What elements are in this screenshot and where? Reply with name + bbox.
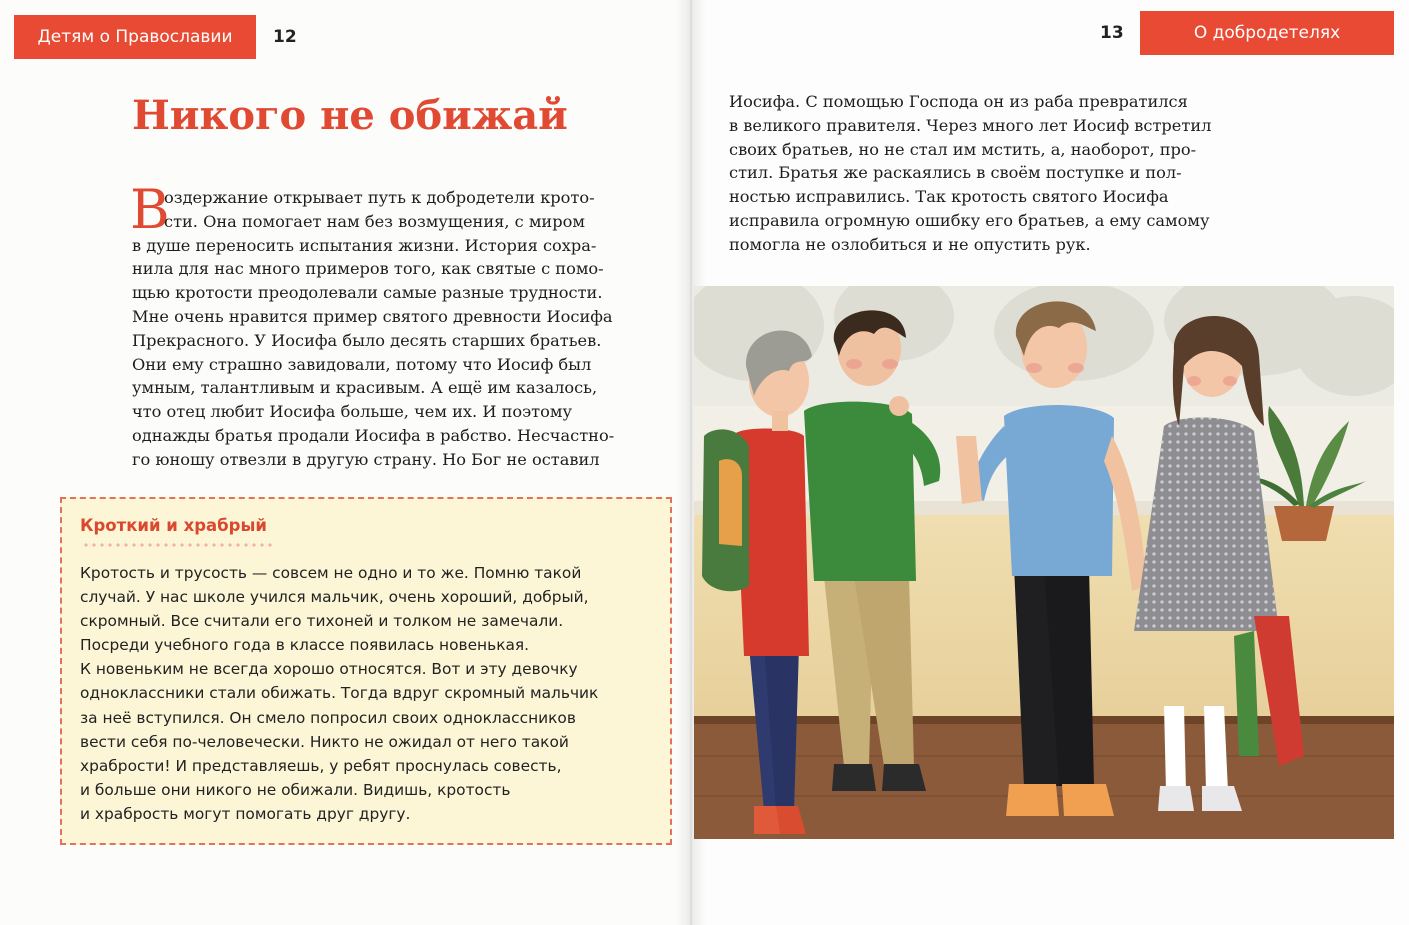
text-line: нила для нас много примеров того, как святые с помо- <box>132 259 604 279</box>
text-line: Мне очень нравится пример святого древности Иосифа <box>132 306 613 326</box>
drop-cap: В <box>130 178 170 241</box>
text-line: Кротость и трусость — совсем не одно и то же. Помню такой <box>80 564 582 582</box>
sidebar-box-divider <box>82 543 274 547</box>
text-line: храбрости! И представляешь, у ребят проснулась совесть, <box>80 756 562 775</box>
right-page-number: 13 <box>1100 23 1124 43</box>
text-line: и больше они никого не обижали. Видишь, кротость <box>80 780 511 799</box>
page-title: Никого не обижай <box>132 92 568 139</box>
text-line: го юношу отвезли в другую страну. Но Бог не оставил <box>132 449 600 469</box>
sidebar-box-text <box>80 561 598 826</box>
text-line: исправила огромную ошибку его братьев, а ему самому <box>729 210 1210 230</box>
text-line: помогла не озлобиться и не опустить рук. <box>729 234 1091 254</box>
children-illustration <box>694 286 1394 839</box>
text-line: в великого правителя. Через много лет Иосиф встретил <box>729 115 1212 135</box>
text-line: стил. Братья же раскаялись в своём поступке и пол- <box>729 163 1182 183</box>
text-line: Иосифа. С помощью Господа он из раба превратился <box>729 92 1188 111</box>
left-page-header: Детям о Православии <box>14 15 256 59</box>
right-page-header: О добродетелях <box>1140 11 1394 55</box>
text-line: щью кротости преодолевали самые разные трудности. <box>132 283 603 303</box>
text-line: одноклассники стали обижать. Тогда вдруг скромный мальчик <box>80 684 599 703</box>
text-line: однажды братья продали Иосифа в рабство. Несчастно- <box>132 425 615 445</box>
text-line: случай. У нас школе учился мальчик, очень хороший, добрый, <box>80 588 589 607</box>
text-line: своих братьев, но не стал им мстить, а, наоборот, про- <box>729 139 1197 159</box>
text-line: скромный. Все считали его тихоней и толком не замечали. <box>80 612 564 631</box>
text-line: умным, талантливым и красивым. А ещё им казалось, <box>132 378 598 398</box>
text-line: за неё вступился. Он смело попросил своих одноклассников <box>80 708 576 727</box>
text-line: в душе переносить испытания жизни. История сохра- <box>132 235 597 255</box>
text-line: Они ему страшно завидовали, потому что Иосиф был <box>132 354 592 374</box>
text-line: что отец любит Иосифа больше, чем их. И поэтому <box>132 402 572 422</box>
text-line: вести себя по-человечески. Никто не ожидал от него такой <box>80 732 569 751</box>
text-line: Прекрасного. У Иосифа было десять старших братьев. <box>132 330 602 350</box>
text-line: Посреди учебного года в классе появилась новенькая. <box>80 636 530 655</box>
text-line: К новеньким не всегда хорошо относятся. Вот и эту девочку <box>80 660 578 679</box>
text-line: и храбрость могут помогать друг другу. <box>80 804 411 823</box>
sidebar-box-title: Кроткий и храбрый <box>80 516 267 535</box>
text-line: оздержание открывает путь к добродетели крото- <box>164 188 595 207</box>
left-body-text <box>130 178 615 472</box>
text-line: ностью исправились. Так кротость святого Иосифа <box>729 187 1169 207</box>
text-line: сти. Она помогает нам без возмущения, с миром <box>164 211 585 231</box>
sidebar-box <box>60 497 672 845</box>
left-page-number: 12 <box>273 27 297 47</box>
right-body-text <box>729 90 1211 257</box>
